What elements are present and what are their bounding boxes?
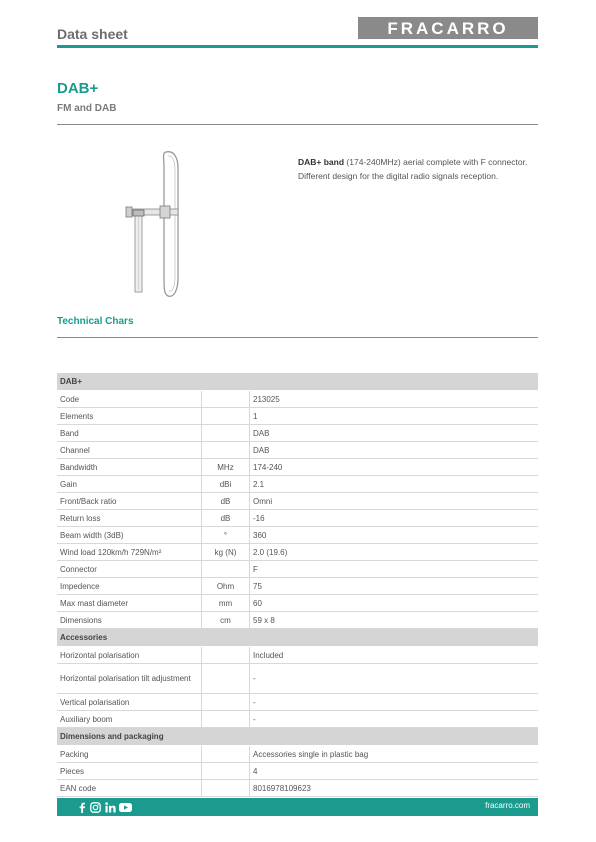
- description-bold: DAB+ band: [298, 157, 345, 167]
- table-row: [57, 561, 538, 578]
- antenna-image: [120, 148, 190, 300]
- youtube-icon[interactable]: [119, 803, 132, 812]
- row-label: Auxiliary boom: [57, 711, 202, 728]
- row-unit: MHz: [202, 459, 250, 476]
- table-row: [57, 711, 538, 728]
- row-unit: [202, 694, 250, 711]
- fracarro-logo: [358, 17, 538, 39]
- row-unit: [202, 561, 250, 578]
- table-row: [57, 408, 538, 425]
- table-section-header: [57, 629, 538, 647]
- footer-url[interactable]: fracarro.com: [485, 801, 530, 810]
- row-value: 59 x 8: [250, 612, 539, 629]
- table-section-header: [57, 728, 538, 746]
- row-label: Impedence: [57, 578, 202, 595]
- row-value: 2.0 (19.6): [250, 544, 539, 561]
- row-value: -: [250, 711, 539, 728]
- row-label: Connector: [57, 561, 202, 578]
- row-label: Elements: [57, 408, 202, 425]
- row-unit: dBi: [202, 476, 250, 493]
- table-row: [57, 595, 538, 612]
- section-header-label: Accessories: [57, 629, 538, 647]
- footer-bar: [57, 798, 538, 816]
- row-value: Omni: [250, 493, 539, 510]
- facebook-icon[interactable]: [78, 802, 86, 813]
- section-header-label: Dimensions and packaging: [57, 728, 538, 746]
- row-label: Horizontal polarisation tilt adjustment: [57, 664, 202, 694]
- table-row: [57, 664, 538, 694]
- row-label: Band: [57, 425, 202, 442]
- row-label: Beam width (3dB): [57, 527, 202, 544]
- row-unit: °: [202, 527, 250, 544]
- row-value: 8016978109623: [250, 780, 539, 797]
- row-value: Accessories single in plastic bag: [250, 746, 539, 763]
- row-value: 174-240: [250, 459, 539, 476]
- row-unit: [202, 442, 250, 459]
- linkedin-icon[interactable]: [105, 802, 116, 813]
- row-unit: mm: [202, 595, 250, 612]
- header-divider: [57, 45, 538, 48]
- row-label: Vertical polarisation: [57, 694, 202, 711]
- row-value: 60: [250, 595, 539, 612]
- row-value: -: [250, 664, 539, 694]
- row-unit: [202, 746, 250, 763]
- section-title: Technical Chars: [57, 316, 134, 327]
- table-row: [57, 442, 538, 459]
- row-label: Front/Back ratio: [57, 493, 202, 510]
- row-unit: [202, 391, 250, 408]
- row-unit: [202, 425, 250, 442]
- row-value: 4: [250, 763, 539, 780]
- description-text: (174-240MHz) aerial complete with F connector. Different design for the digital radio signals reception.: [298, 157, 528, 181]
- product-title: DAB+: [57, 80, 99, 97]
- row-unit: Ohm: [202, 578, 250, 595]
- row-value: DAB: [250, 442, 539, 459]
- document-title: Data sheet: [57, 26, 128, 42]
- section-header-label: DAB+: [57, 373, 538, 391]
- table-row: [57, 578, 538, 595]
- row-unit: [202, 664, 250, 694]
- logo-text: FRACARRO: [387, 19, 509, 38]
- row-unit: [202, 763, 250, 780]
- row-label: Return loss: [57, 510, 202, 527]
- instagram-icon[interactable]: [90, 802, 101, 813]
- row-value: 360: [250, 527, 539, 544]
- row-value: Included: [250, 647, 539, 664]
- row-unit: dB: [202, 493, 250, 510]
- table-row: [57, 510, 538, 527]
- row-value: DAB: [250, 425, 539, 442]
- table-row: [57, 493, 538, 510]
- table-row: [57, 647, 538, 664]
- row-label: Gain: [57, 476, 202, 493]
- row-value: F: [250, 561, 539, 578]
- row-unit: cm: [202, 612, 250, 629]
- row-value: -16: [250, 510, 539, 527]
- row-value: 2.1: [250, 476, 539, 493]
- row-label: Pieces: [57, 763, 202, 780]
- product-description: [298, 156, 538, 183]
- row-unit: kg (N): [202, 544, 250, 561]
- row-unit: [202, 647, 250, 664]
- table-row: [57, 476, 538, 493]
- table-row: [57, 391, 538, 408]
- row-label: Wind load 120km/h 729N/m²: [57, 544, 202, 561]
- row-value: 1: [250, 408, 539, 425]
- row-unit: [202, 780, 250, 797]
- row-unit: [202, 408, 250, 425]
- row-unit: dB: [202, 510, 250, 527]
- title-divider: [57, 124, 538, 125]
- row-value: 213025: [250, 391, 539, 408]
- table-row: [57, 780, 538, 797]
- row-label: Channel: [57, 442, 202, 459]
- table-section-header: [57, 373, 538, 391]
- table-row: [57, 612, 538, 629]
- table-row: [57, 763, 538, 780]
- row-label: Max mast diameter: [57, 595, 202, 612]
- row-label: Dimensions: [57, 612, 202, 629]
- product-subtitle: FM and DAB: [57, 103, 117, 114]
- row-value: 75: [250, 578, 539, 595]
- table-row: [57, 694, 538, 711]
- row-unit: [202, 711, 250, 728]
- section-divider: [57, 337, 538, 338]
- table-row: [57, 425, 538, 442]
- row-label: Packing: [57, 746, 202, 763]
- row-label: EAN code: [57, 780, 202, 797]
- spec-table: [57, 373, 538, 797]
- row-label: Code: [57, 391, 202, 408]
- row-label: Bandwidth: [57, 459, 202, 476]
- table-row: [57, 459, 538, 476]
- table-row: [57, 746, 538, 763]
- table-row: [57, 527, 538, 544]
- row-label: Horizontal polarisation: [57, 647, 202, 664]
- row-value: -: [250, 694, 539, 711]
- table-row: [57, 544, 538, 561]
